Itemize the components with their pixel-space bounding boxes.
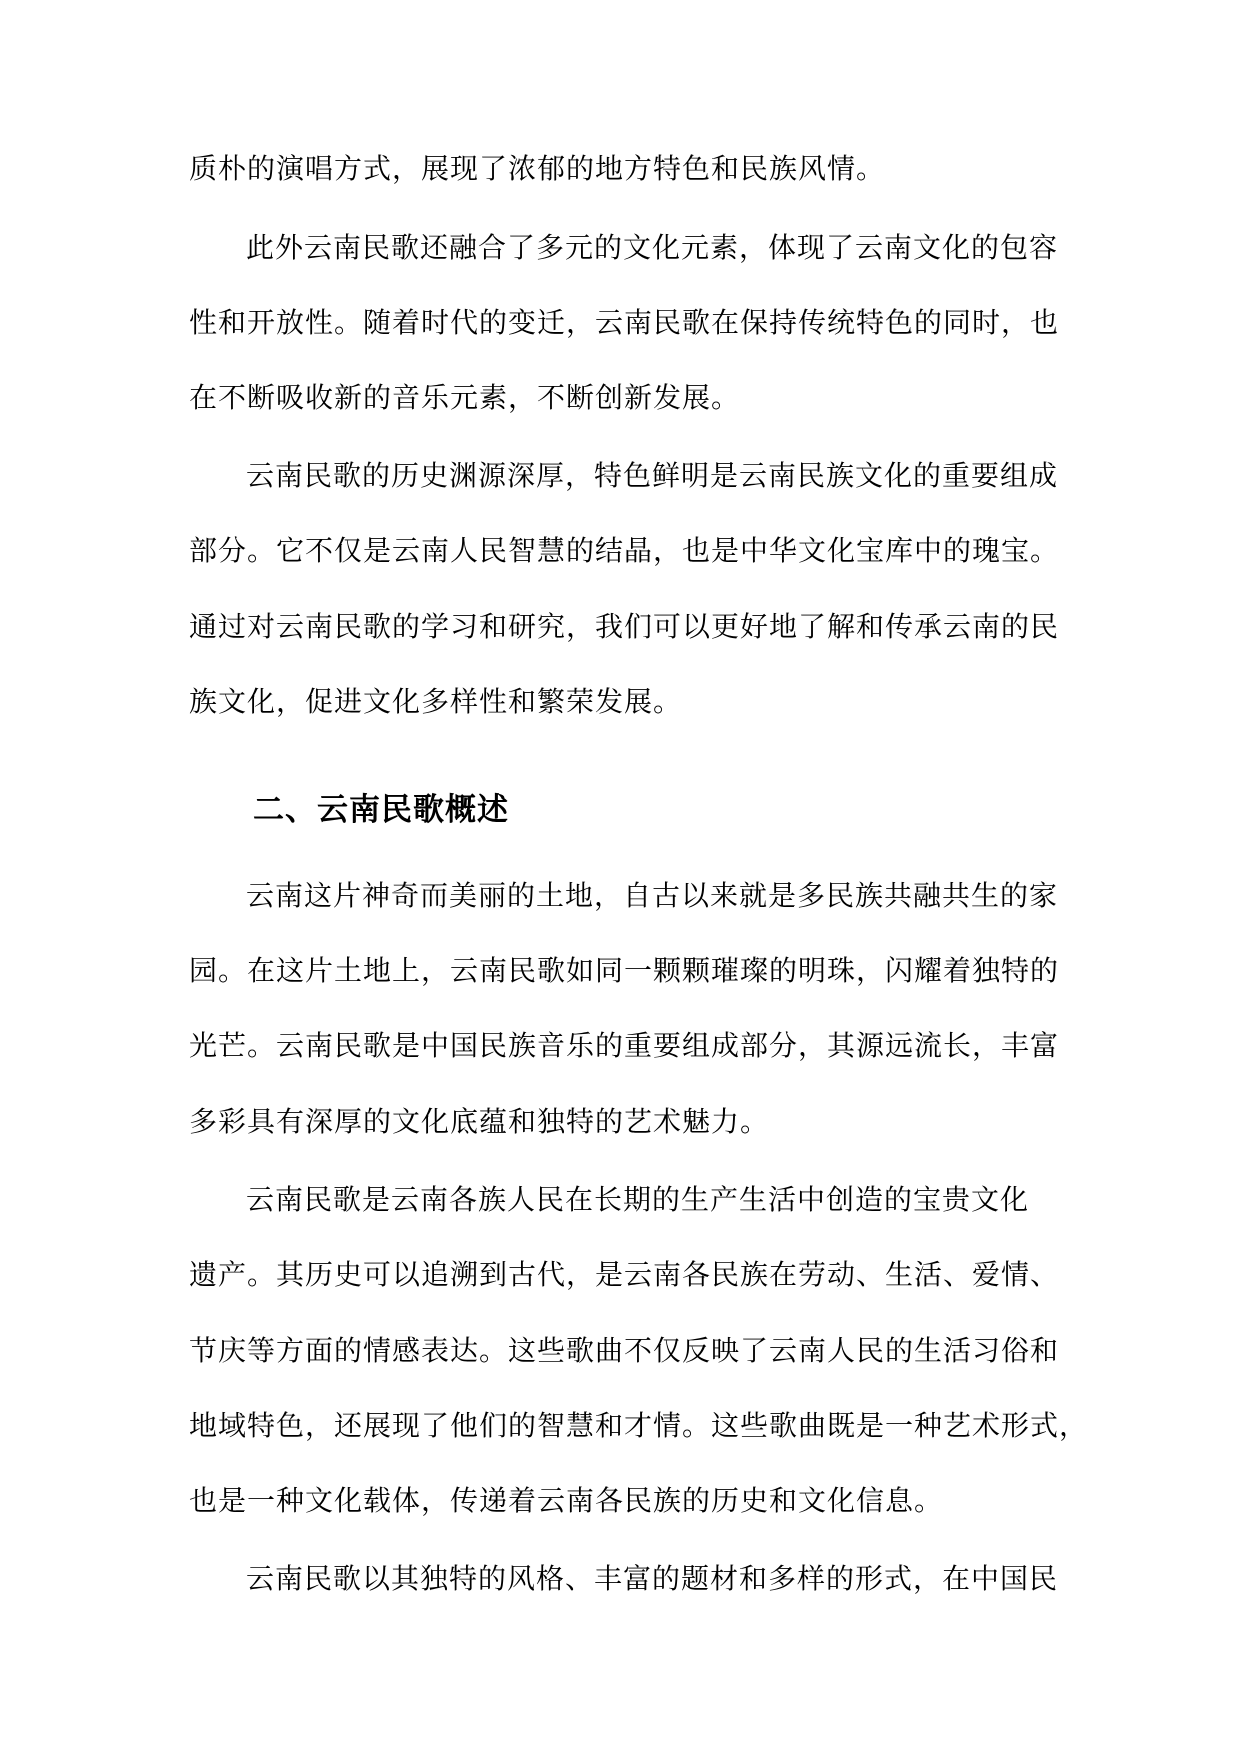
paragraph-2-line-1: 此外云南民歌还融合了多元的文化元素，体现了云南文化的包容	[246, 231, 1059, 264]
section-paragraph-2-line-2: 遗产。其历史可以追溯到古代，是云南各民族在劳动、生活、爱情、	[189, 1258, 1060, 1291]
section-paragraph-1-line-2: 园。在这片土地上，云南民歌如同一颗颗璀璨的明珠，闪耀着独特的	[189, 954, 1060, 987]
paragraph-3-line-2: 部分。它不仅是云南人民智慧的结晶，也是中华文化宝库中的瑰宝。	[189, 534, 1060, 567]
section-paragraph-1-line-4: 多彩具有深厚的文化底蕴和独特的艺术魅力。	[189, 1105, 770, 1138]
paragraph-1-line-1: 质朴的演唱方式，展现了浓郁的地方特色和民族风情。	[189, 152, 886, 185]
section-paragraph-2-line-3: 节庆等方面的情感表达。这些歌曲不仅反映了云南人民的生活习俗和	[189, 1334, 1060, 1367]
paragraph-2-line-3: 在不断吸收新的音乐元素，不断创新发展。	[189, 381, 741, 414]
section-heading: 二、云南民歌概述	[253, 792, 509, 828]
section-paragraph-1-line-3: 光芒。云南民歌是中国民族音乐的重要组成部分，其源远流长，丰富	[189, 1029, 1060, 1062]
section-paragraph-2-line-4: 地域特色，还展现了他们的智慧和才情。这些歌曲既是一种艺术形式，	[189, 1409, 1089, 1442]
section-paragraph-1-line-1: 云南这片神奇而美丽的土地，自古以来就是多民族共融共生的家	[246, 879, 1059, 912]
section-paragraph-2-line-1: 云南民歌是云南各族人民在长期的生产生活中创造的宝贵文化	[246, 1183, 1030, 1216]
paragraph-3-line-4: 族文化，促进文化多样性和繁荣发展。	[189, 685, 683, 718]
section-paragraph-3-line-1: 云南民歌以其独特的风格、丰富的题材和多样的形式，在中国民	[246, 1562, 1059, 1595]
paragraph-3-line-3: 通过对云南民歌的学习和研究，我们可以更好地了解和传承云南的民	[189, 610, 1060, 643]
paragraph-2-line-2: 性和开放性。随着时代的变迁，云南民歌在保持传统特色的同时，也	[189, 306, 1060, 339]
section-paragraph-2-line-5: 也是一种文化载体，传递着云南各民族的历史和文化信息。	[189, 1484, 944, 1517]
paragraph-3-line-1: 云南民歌的历史渊源深厚，特色鲜明是云南民族文化的重要组成	[246, 459, 1059, 492]
